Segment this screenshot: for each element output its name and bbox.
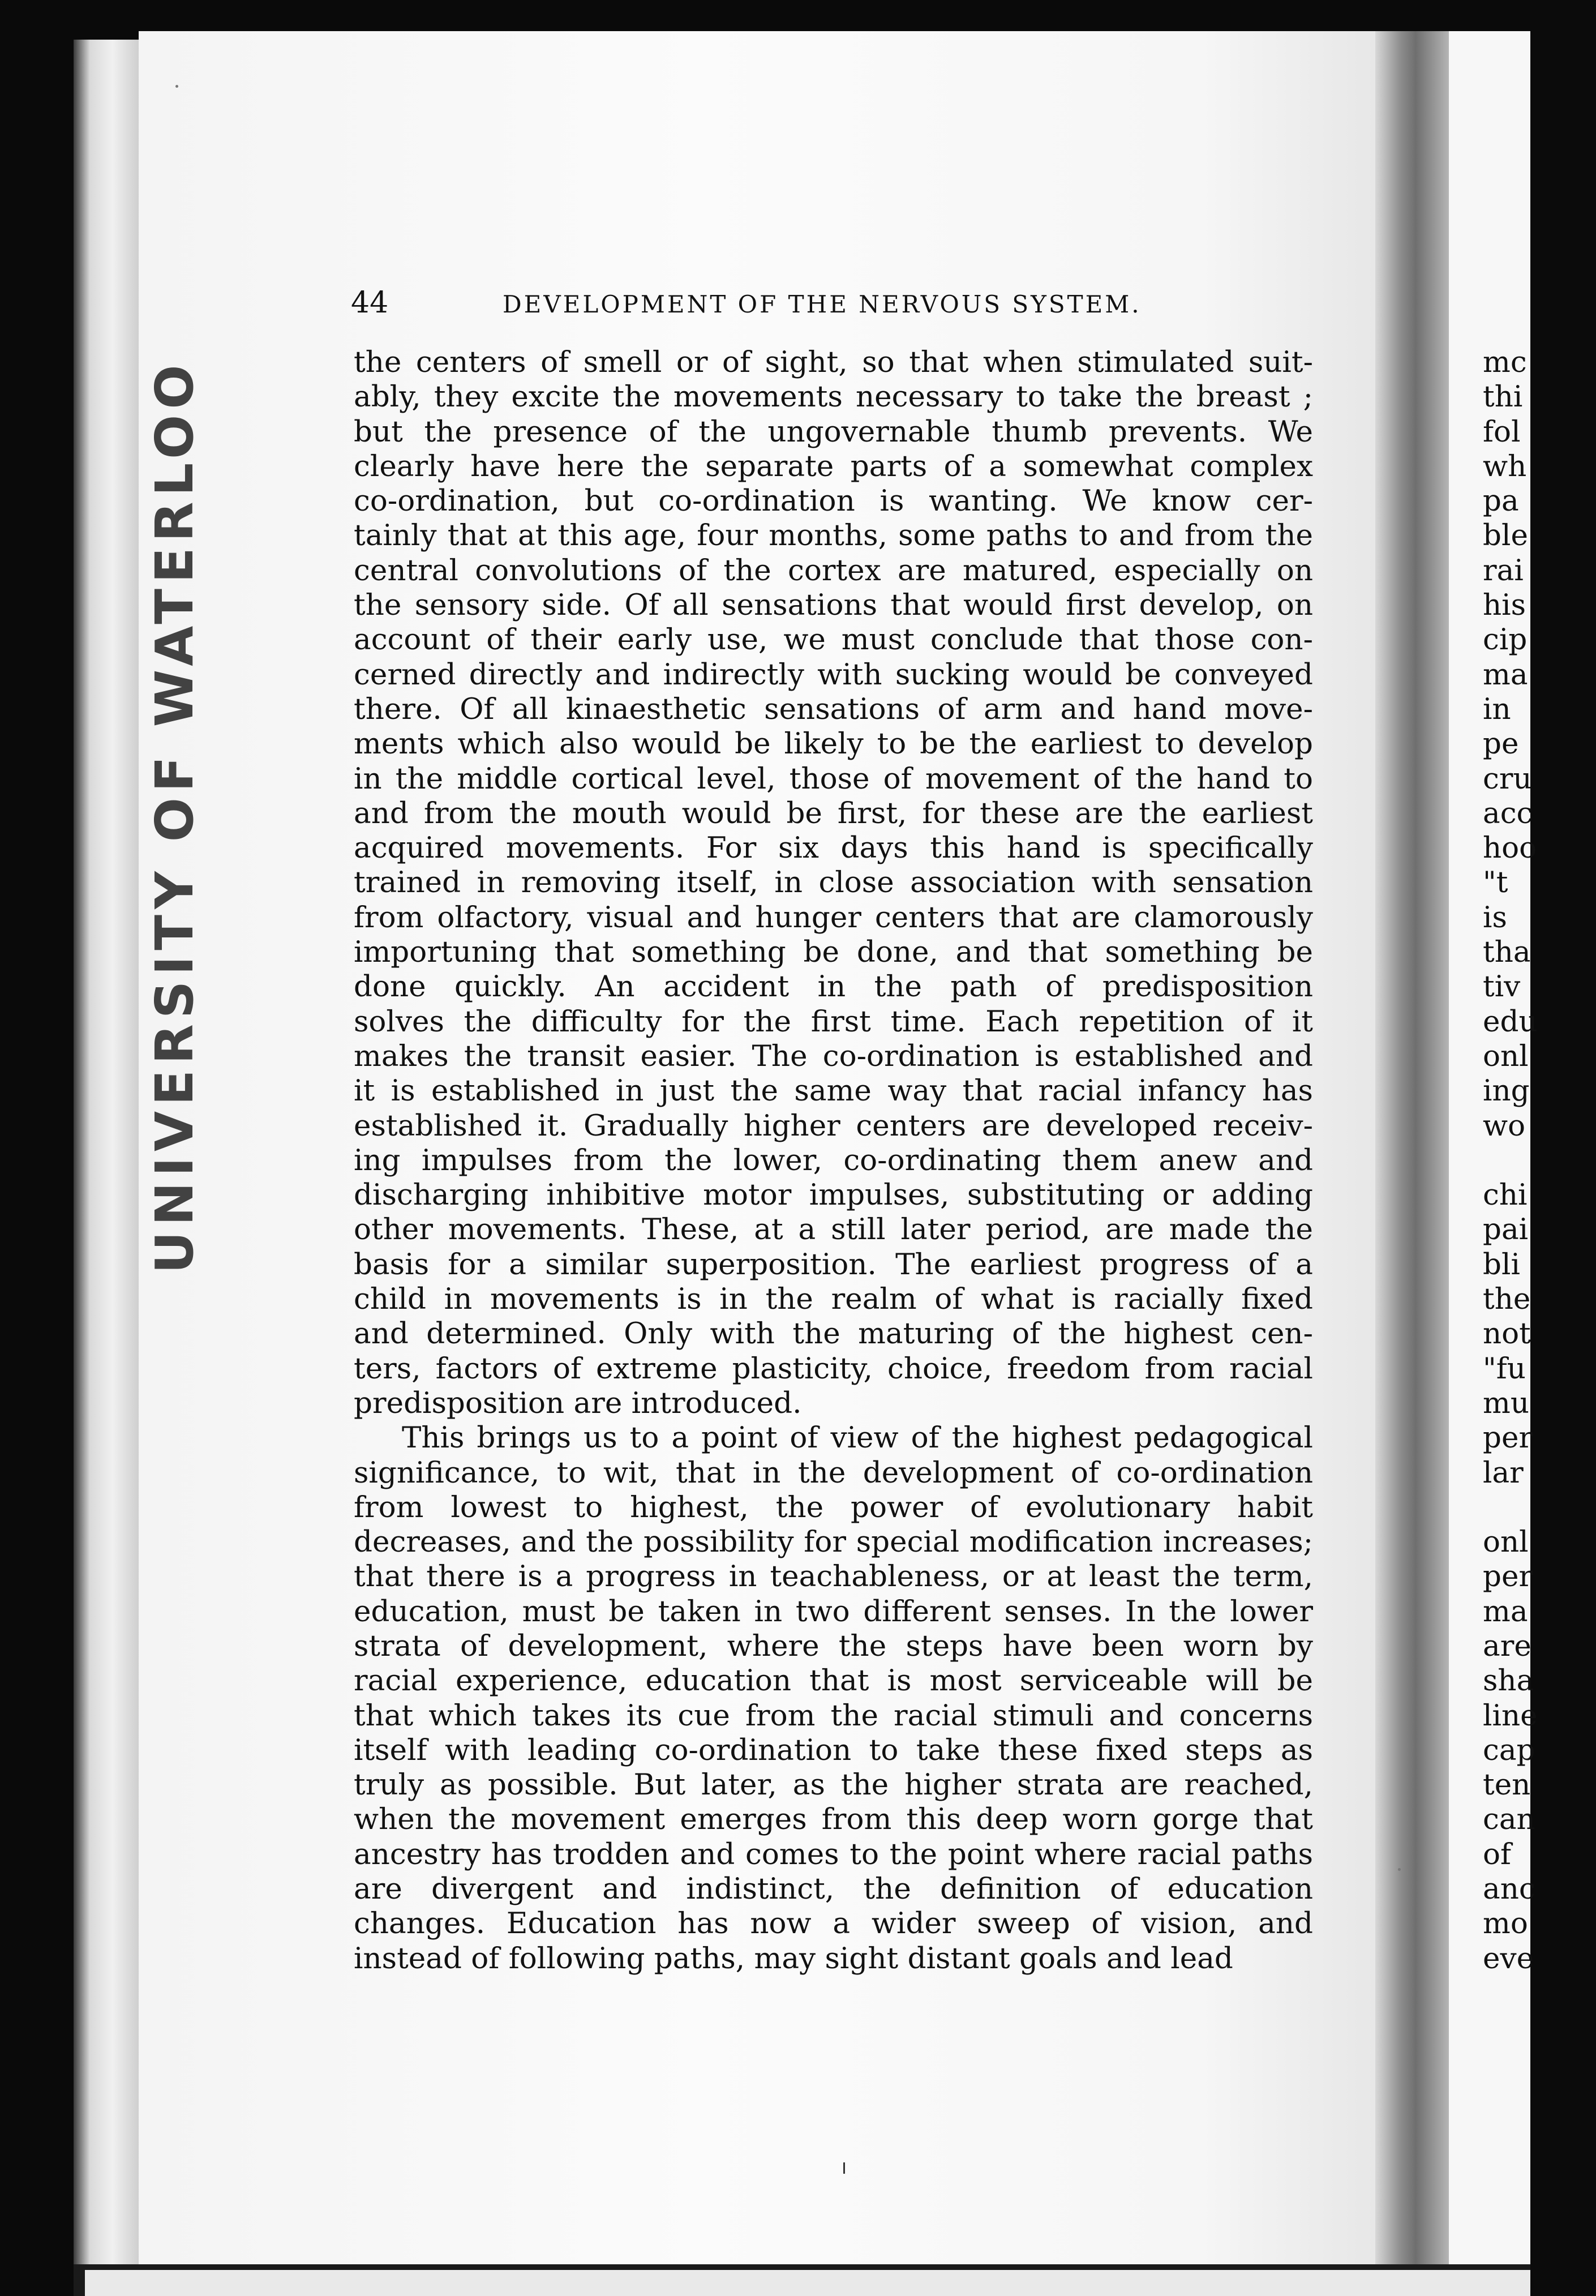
right-page-line-fragment: cip <box>1483 623 1528 657</box>
right-page-line-fragment: is <box>1483 900 1507 935</box>
running-title: DEVELOPMENT OF THE NERVOUS SYSTEM. <box>503 290 1142 318</box>
right-page-line-fragment: per <box>1483 1421 1533 1455</box>
body-text <box>354 345 1313 1976</box>
text-line: account of their early use, we must conclude that those con- <box>354 623 1313 657</box>
right-page-line-fragment: wo <box>1483 1108 1526 1143</box>
right-page-line-fragment: ing <box>1483 1074 1530 1108</box>
text-line: done quickly. An accident in the path of predisposition <box>354 970 1313 1004</box>
right-page-line-fragment: in <box>1483 692 1511 726</box>
text-line: there. Of all kinaesthetic sensations of arm and hand move- <box>354 692 1313 726</box>
text-line: ing impulses from the lower, co-ordinating them anew and <box>354 1143 1313 1177</box>
running-header <box>351 286 1313 325</box>
text-line: significance, to wit, that in the development of co-ordination <box>354 1455 1313 1490</box>
right-page-line-fragment: of <box>1483 1837 1512 1871</box>
right-page-line-fragment: ble <box>1483 519 1528 553</box>
right-page-line-fragment: anc <box>1483 1872 1535 1907</box>
right-page-line-fragment: line <box>1483 1698 1538 1733</box>
right-page-line-fragment: "t <box>1483 866 1508 900</box>
text-line: it is established in just the same way that racial infancy has <box>354 1074 1313 1108</box>
text-line: and from the mouth would be first, for these are the earliest <box>354 796 1313 830</box>
text-line: that which takes its cue from the racial stimuli and concerns <box>354 1698 1313 1733</box>
text-line: discharging inhibitive motor impulses, substituting or adding <box>354 1178 1313 1213</box>
film-speck <box>1398 1868 1401 1871</box>
text-line: the centers of smell or of sight, so that when stimulated suit- <box>354 345 1313 379</box>
text-line: acquired movements. For six days this hand is specifically <box>354 831 1313 866</box>
text-line: predisposition are introduced. <box>354 1386 802 1420</box>
text-line: are divergent and indistinct, the definition of education <box>354 1872 1313 1907</box>
right-page-line-fragment: ma <box>1483 1594 1528 1629</box>
text-line: in the middle cortical level, those of movement of the hand to <box>354 761 1313 796</box>
right-page-line-fragment: acc <box>1483 796 1533 830</box>
text-line: the sensory side. Of all sensations that would first develop, on <box>354 588 1313 623</box>
right-page-line-fragment: rai <box>1483 553 1524 588</box>
text-line: education, must be taken in two different senses. In the lower <box>354 1594 1313 1629</box>
right-page-line-fragment: pa <box>1483 484 1519 519</box>
right-page-line-fragment: cap <box>1483 1733 1535 1767</box>
text-line: ters, factors of extreme plasticity, choice, freedom from racial <box>354 1351 1313 1386</box>
right-page-line-fragment: tiv <box>1483 970 1521 1004</box>
right-page-line-fragment: cru <box>1483 761 1532 796</box>
right-page-line-fragment: pai <box>1483 1213 1529 1247</box>
right-page-line-fragment: not <box>1483 1317 1531 1351</box>
right-page-line-fragment: bli <box>1483 1247 1520 1282</box>
text-line: racial experience, education that is most serviceable will be <box>354 1664 1313 1698</box>
right-page-line-fragment: eve <box>1483 1941 1534 1976</box>
right-page-line-fragment: fol <box>1483 414 1521 449</box>
text-line: solves the difficulty for the first time. Each repetition of it <box>354 1004 1313 1039</box>
right-page-line-fragment: chi <box>1483 1178 1528 1213</box>
page-mark <box>843 2162 845 2174</box>
right-page-text <box>1483 345 1596 1976</box>
text-line: itself with leading co-ordination to take these fixed steps as <box>354 1733 1313 1767</box>
right-page-line-fragment: mo <box>1483 1907 1528 1941</box>
text-line: established it. Gradually higher centers are developed receiv- <box>354 1108 1313 1143</box>
text-line: ancestry has trodden and comes to the point where racial paths <box>354 1837 1313 1871</box>
right-page-line-fragment: tha <box>1483 935 1531 970</box>
book-gutter <box>1375 31 1449 2264</box>
right-page-line-fragment: onl <box>1483 1525 1529 1560</box>
right-page-line-fragment: can <box>1483 1802 1535 1837</box>
right-page-line-fragment: ten <box>1483 1768 1531 1802</box>
right-page-line-fragment: per <box>1483 1560 1533 1594</box>
page-number: 44 <box>351 286 389 320</box>
text-line: This brings us to a point of view of the highest pedagogical <box>402 1421 1313 1455</box>
left-margin-strip <box>74 40 139 2264</box>
text-line: clearly have here the separate parts of a somewhat complex <box>354 449 1313 483</box>
bottom-strip <box>85 2270 1530 2296</box>
right-page-line-fragment: his <box>1483 588 1526 623</box>
library-stamp: UNIVERSITY OF WATERLOO <box>144 359 205 1274</box>
text-line: child in movements is in the realm of what is racially fixed <box>354 1282 1313 1317</box>
right-page-line-fragment: thi <box>1483 380 1523 414</box>
text-line: makes the transit easier. The co-ordination is established and <box>354 1039 1313 1073</box>
text-line: cerned directly and indirectly with sucking would be conveyed <box>354 657 1313 692</box>
text-line: ably, they excite the movements necessary to take the breast ; <box>354 380 1313 414</box>
text-line: but the presence of the ungovernable thumb prevents. We <box>354 414 1313 449</box>
right-page-line-fragment <box>1483 1490 1596 1525</box>
text-line: strata of development, where the steps have been worn by <box>354 1629 1313 1663</box>
text-line: other movements. These, at a still later period, are made the <box>354 1213 1313 1247</box>
film-speck <box>175 85 178 88</box>
right-page-line-fragment: ma <box>1483 657 1528 692</box>
text-line: instead of following paths, may sight distant goals and lead <box>354 1941 1233 1976</box>
text-line: co-ordination, but co-ordination is wanting. We know cer- <box>354 484 1313 519</box>
right-page-line-fragment: lar <box>1483 1455 1524 1490</box>
right-page-line-fragment: mc <box>1483 345 1527 379</box>
text-line: from olfactory, visual and hunger centers that are clamorously <box>354 900 1313 935</box>
right-page-line-fragment: "fu <box>1483 1351 1526 1386</box>
text-line: basis for a similar superposition. The earliest progress of a <box>354 1247 1313 1282</box>
right-page-line-fragment: pe <box>1483 727 1519 761</box>
right-page-line-fragment: hoo <box>1483 831 1537 866</box>
text-line: when the movement emerges from this deep worn gorge that <box>354 1802 1313 1837</box>
right-page-line-fragment: are <box>1483 1629 1531 1663</box>
text-line: tainly that at this age, four months, some paths to and from the <box>354 519 1313 553</box>
text-line: that there is a progress in teachableness, or at least the term, <box>354 1560 1313 1594</box>
text-line: changes. Education has now a wider sweep of vision, and <box>354 1907 1313 1941</box>
text-line: importuning that something be done, and that something be <box>354 935 1313 970</box>
right-page-line-fragment <box>1483 1143 1596 1178</box>
text-line: trained in removing itself, in close association with sensation <box>354 866 1313 900</box>
text-line: central convolutions of the cortex are matured, especially on <box>354 553 1313 588</box>
right-page-line-fragment: the <box>1483 1282 1531 1317</box>
text-line: decreases, and the possibility for special modification increases; <box>354 1525 1313 1560</box>
right-page-line-fragment: sha <box>1483 1664 1534 1698</box>
text-line: truly as possible. But later, as the higher strata are reached, <box>354 1768 1313 1802</box>
right-page-line-fragment: mu <box>1483 1386 1530 1420</box>
text-line: ments which also would be likely to be the earliest to develop <box>354 727 1313 761</box>
text-line: from lowest to highest, the power of evolutionary habit <box>354 1490 1313 1524</box>
right-page-line-fragment: wh <box>1483 449 1527 483</box>
right-page-line-fragment: edu <box>1483 1004 1538 1039</box>
right-page-line-fragment: onl <box>1483 1039 1529 1073</box>
text-line: and determined. Only with the maturing of the highest cen- <box>354 1317 1313 1351</box>
